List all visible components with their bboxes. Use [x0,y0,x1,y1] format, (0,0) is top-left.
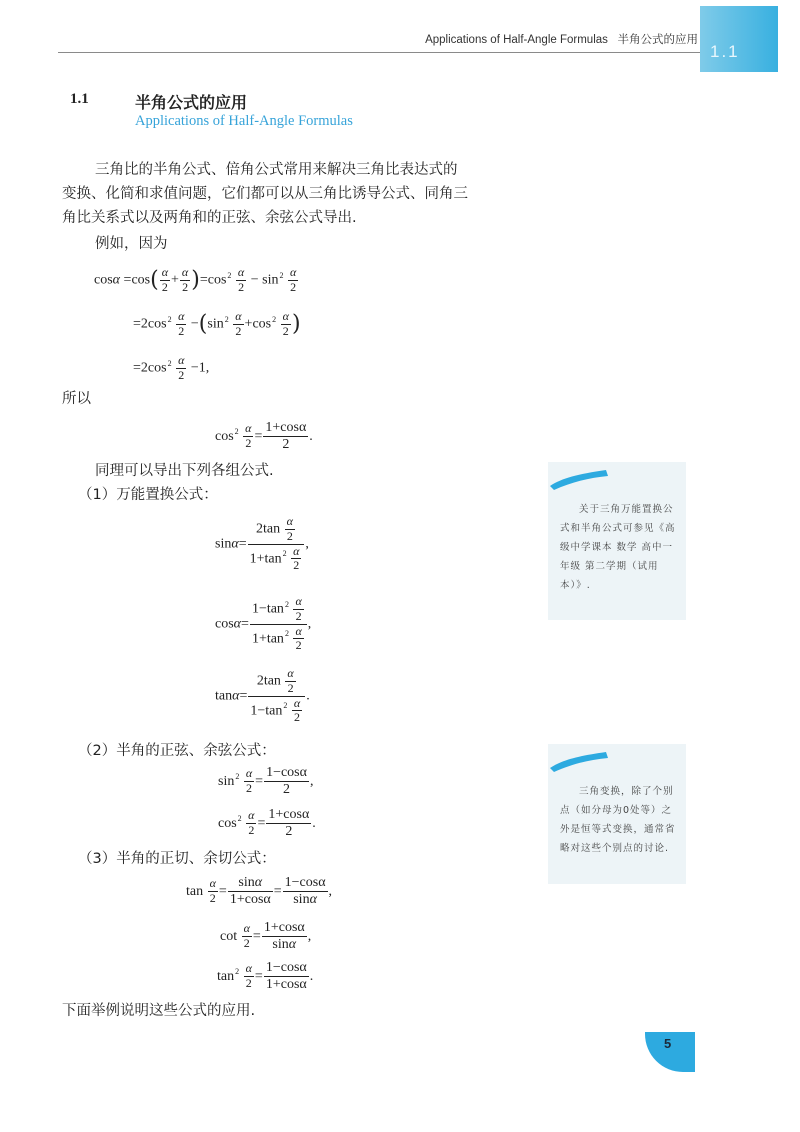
group3-heading: （3）半角的正切、余切公式： [78,851,276,867]
intro-line-1: 三角比的半角公式、倍角公式常用来解决三角比表达式的 [95,162,458,178]
example-intro: 例如，因为 [95,236,168,252]
derivation-line-2: $=2\cos^2$ $\frac{\alpha}{2}$ $-(\sin^2$ $\frac{\alpha}{2}$ $+\cos^2$ $\frac{\alpha}{2}$ ) [133,309,301,338]
side-note-2-text: 三角变换，除了个别点（如分母为0处等）之外是恒等式变换，通常省略对这些个别点的讨论. [560,786,676,854]
group1-heading: （1）万能置换公式： [78,487,218,503]
formula-cos-universal: cosα= $1-\tan^2$ $\frac{\alpha}{2}$ $1+\tan^2$ $\frac{\alpha}{2}$ , [215,594,312,653]
intro-line-2: 变换、化简和求值问题，它们都可以从三角比诱导公式、同角三 [62,186,468,202]
formula-cos-half: $\cos^2$ $\frac{\alpha}{2}$ = $\frac{1+\cos\alpha}{2}$ . [218,807,316,840]
similarly-text: 同理可以导出下列各组公式. [95,463,274,479]
page-number: 5 [664,1036,672,1051]
formula-tan-universal: tanα= 2tan $\frac{\alpha}{2}$ $1-\tan^2$ $\frac{\alpha}{2}$ . [215,666,310,725]
running-header-cn: 半角公式的应用 [617,34,698,46]
section-title-english: Applications of Half-Angle Formulas [135,113,353,129]
section-tab [700,6,778,72]
side-note-2 [548,744,686,884]
conclusion-text: 下面举例说明这些公式的应用. [62,1003,256,1019]
intro-line-3: 角比关系式以及两角和的正弦、余弦公式导出. [62,210,357,226]
running-header [380,31,698,47]
section-title: 半角公式的应用 [135,93,248,112]
formula-tan-half: tan $\frac{\alpha}{2}$ = $\frac{\sin\alpha}{1+\cos\alpha}$ = $\frac{1-\cos\alpha}{\sin\alpha}$ , [186,875,333,908]
so-label: 所以 [62,391,91,407]
formula-sin-half: $\sin^2$ $\frac{\alpha}{2}$ = $\frac{1-\cos\alpha}{2}$ , [218,765,314,798]
section-number: 1.1 [70,91,89,107]
derivation-line-1: cosα =cos( $\frac{\alpha}{2}$ + $\frac{\alpha}{2}$ )$=\cos^2$ $\frac{\alpha}{2}$ − $\sin^2$ $\frac{\alpha}{2}$ [94,265,297,294]
derivation-line-3: $=2\cos^2$ $\frac{\alpha}{2}$ −1, [133,353,210,382]
formula-cos-squared: $\cos^2$ $\frac{\alpha}{2}$ = $\frac{1+\cos\alpha}{2}$ . [215,420,313,453]
formula-sin-universal: sinα= 2tan $\frac{\alpha}{2}$ $1+\tan^2$ $\frac{\alpha}{2}$ , [215,514,309,573]
group2-heading: （2）半角的正弦、余弦公式： [78,743,276,759]
running-header-en: Applications of Half-Angle Formulas [425,34,608,46]
formula-tan-squared-half: $\tan^2$ $\frac{\alpha}{2}$ = $\frac{1-\cos\alpha}{1+\cos\alpha}$ . [217,960,314,993]
side-note-1-text: 关于三角万能置换公式和半角公式可参见《高级中学课本 数学 高中一年级 第二学期（试用本）》. [560,504,676,591]
brush-stroke-icon [548,750,610,772]
formula-cot-half: cot $\frac{\alpha}{2}$ = $\frac{1+\cos\alpha}{\sin\alpha}$ , [220,920,312,953]
side-note-1 [548,462,686,620]
section-tab-number: 1.1 [710,42,740,61]
header-rule [58,52,708,53]
brush-stroke-icon [548,468,610,490]
